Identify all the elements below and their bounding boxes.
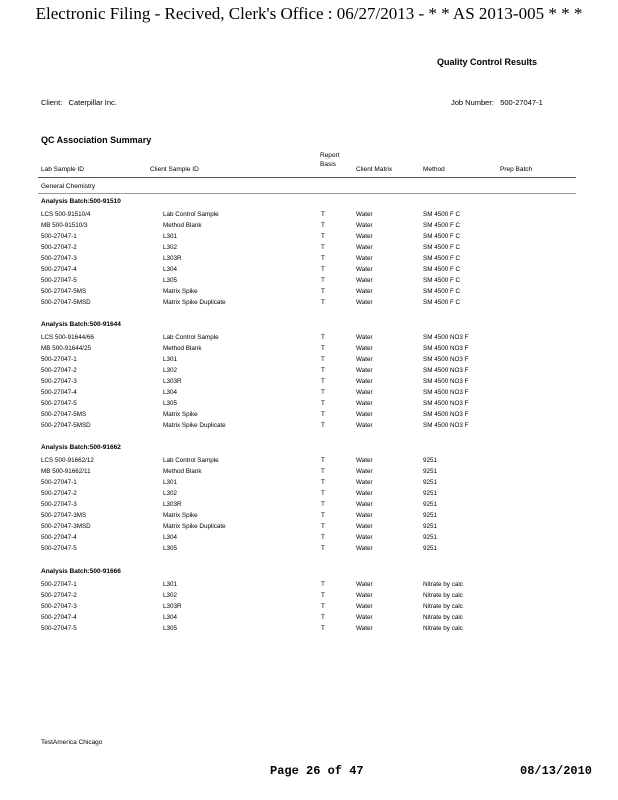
batch-title: Analysis Batch:500-91662 bbox=[41, 444, 121, 451]
cell-lab-sample-id: 500-27047-2 bbox=[41, 592, 77, 599]
cell-lab-sample-id: 500-27047-3 bbox=[41, 255, 77, 262]
cell-client-sample-id: Matrix Spike Duplicate bbox=[163, 422, 226, 429]
cell-client-matrix: Water bbox=[356, 592, 373, 599]
cell-client-sample-id: L304 bbox=[163, 266, 178, 273]
cell-client-matrix: Water bbox=[356, 614, 373, 621]
cell-client-matrix: Water bbox=[356, 411, 373, 418]
cell-report-basis: T bbox=[321, 400, 325, 407]
cell-report-basis: T bbox=[321, 603, 325, 610]
cell-report-basis: T bbox=[321, 512, 325, 519]
cell-method: 9251 bbox=[423, 490, 438, 497]
cell-client-matrix: Water bbox=[356, 534, 373, 541]
table-row bbox=[0, 343, 618, 354]
cell-report-basis: T bbox=[321, 534, 325, 541]
cell-client-matrix: Water bbox=[356, 299, 373, 306]
cell-lab-sample-id: 500-27047-2 bbox=[41, 490, 77, 497]
cell-lab-sample-id: 500-27047-5 bbox=[41, 545, 77, 552]
cell-client-sample-id: L302 bbox=[163, 490, 178, 497]
cell-report-basis: T bbox=[321, 288, 325, 295]
cell-lab-sample-id: 500-27047-5MSD bbox=[41, 299, 91, 306]
group-label: General Chemistry bbox=[41, 183, 96, 190]
cell-client-matrix: Water bbox=[356, 523, 373, 530]
client-value: Caterpillar Inc. bbox=[68, 98, 117, 107]
cell-client-sample-id: Matrix Spike Duplicate bbox=[163, 523, 226, 530]
cell-method: SM 4500 NO3 F bbox=[423, 367, 469, 374]
cell-lab-sample-id: 500-27047-4 bbox=[41, 534, 77, 541]
cell-client-matrix: Water bbox=[356, 266, 373, 273]
cell-report-basis: T bbox=[321, 592, 325, 599]
cell-report-basis: T bbox=[321, 367, 325, 374]
cell-method: SM 4500 NO3 F bbox=[423, 334, 469, 341]
cell-report-basis: T bbox=[321, 411, 325, 418]
cell-client-sample-id: L302 bbox=[163, 592, 178, 599]
cell-method: SM 4500 NO3 F bbox=[423, 400, 469, 407]
header-basis: Basis bbox=[320, 161, 336, 168]
cell-lab-sample-id: LCS 500-91510/4 bbox=[41, 211, 91, 218]
cell-client-sample-id: Method Blank bbox=[163, 345, 202, 352]
cell-client-matrix: Water bbox=[356, 603, 373, 610]
cell-client-matrix: Water bbox=[356, 625, 373, 632]
cell-lab-sample-id: 500-27047-1 bbox=[41, 581, 77, 588]
cell-report-basis: T bbox=[321, 255, 325, 262]
cell-lab-sample-id: 500-27047-5MS bbox=[41, 288, 87, 295]
cell-report-basis: T bbox=[321, 422, 325, 429]
cell-lab-sample-id: 500-27047-5MS bbox=[41, 411, 87, 418]
table-row bbox=[0, 264, 618, 275]
table-row bbox=[0, 220, 618, 231]
batch-title: Analysis Batch:500-91666 bbox=[41, 568, 121, 575]
cell-client-sample-id: L301 bbox=[163, 479, 178, 486]
cell-lab-sample-id: 500-27047-1 bbox=[41, 479, 77, 486]
cell-client-sample-id: Matrix Spike Duplicate bbox=[163, 299, 226, 306]
cell-client-sample-id: L303R bbox=[163, 255, 182, 262]
table-row bbox=[0, 420, 618, 431]
cell-client-matrix: Water bbox=[356, 581, 373, 588]
cell-client-sample-id: L303R bbox=[163, 603, 182, 610]
cell-client-matrix: Water bbox=[356, 222, 373, 229]
cell-report-basis: T bbox=[321, 356, 325, 363]
cell-method: Nitrate by calc bbox=[423, 614, 463, 621]
cell-report-basis: T bbox=[321, 233, 325, 240]
cell-method: SM 4500 NO3 F bbox=[423, 345, 469, 352]
batch-title: Analysis Batch:500-91644 bbox=[41, 321, 121, 328]
cell-lab-sample-id: 500-27047-5MSD bbox=[41, 422, 91, 429]
table-row bbox=[0, 365, 618, 376]
cell-method: SM 4500 NO3 F bbox=[423, 411, 469, 418]
client-label: Client: bbox=[41, 98, 63, 107]
cell-lab-sample-id: 500-27047-1 bbox=[41, 233, 77, 240]
cell-report-basis: T bbox=[321, 490, 325, 497]
table-row bbox=[0, 409, 618, 420]
header-prep-batch: Prep Batch bbox=[500, 166, 533, 173]
cell-method: 9251 bbox=[423, 457, 438, 464]
cell-client-matrix: Water bbox=[356, 277, 373, 284]
cell-lab-sample-id: 500-27047-2 bbox=[41, 367, 77, 374]
cell-method: SM 4500 NO3 F bbox=[423, 378, 469, 385]
cell-client-sample-id: Matrix Spike bbox=[163, 411, 198, 418]
table-row bbox=[0, 543, 618, 554]
job-label: Job Number: bbox=[451, 98, 494, 107]
cell-lab-sample-id: 500-27047-3 bbox=[41, 501, 77, 508]
cell-client-sample-id: Lab Control Sample bbox=[163, 334, 219, 341]
cell-method: SM 4500 NO3 F bbox=[423, 389, 469, 396]
header-divider bbox=[38, 177, 576, 178]
cell-lab-sample-id: 500-27047-3 bbox=[41, 378, 77, 385]
cell-lab-sample-id: 500-27047-3MS bbox=[41, 512, 87, 519]
table-row bbox=[0, 521, 618, 532]
table-row bbox=[0, 477, 618, 488]
table-row bbox=[0, 398, 618, 409]
cell-client-sample-id: Method Blank bbox=[163, 222, 202, 229]
table-row bbox=[0, 466, 618, 477]
cell-client-matrix: Water bbox=[356, 457, 373, 464]
cell-method: SM 4500 NO3 F bbox=[423, 356, 469, 363]
job-value: 500-27047-1 bbox=[500, 98, 543, 107]
cell-lab-sample-id: 500-27047-1 bbox=[41, 356, 77, 363]
table-row bbox=[0, 499, 618, 510]
cell-report-basis: T bbox=[321, 523, 325, 530]
cell-report-basis: T bbox=[321, 625, 325, 632]
cell-report-basis: T bbox=[321, 479, 325, 486]
table-row bbox=[0, 209, 618, 220]
table-row bbox=[0, 532, 618, 543]
cell-method: SM 4500 F C bbox=[423, 222, 461, 229]
table-row bbox=[0, 623, 618, 634]
cell-client-matrix: Water bbox=[356, 490, 373, 497]
filing-banner: Electronic Filing - Recived, Clerk's Office : 06/27/2013 - * * AS 2013-005 * * * bbox=[35, 4, 583, 23]
footer-lab-name: TestAmerica Chicago bbox=[41, 739, 103, 746]
cell-method: 9251 bbox=[423, 468, 438, 475]
cell-client-sample-id: Matrix Spike bbox=[163, 512, 198, 519]
cell-report-basis: T bbox=[321, 334, 325, 341]
cell-client-matrix: Water bbox=[356, 367, 373, 374]
table-header bbox=[0, 152, 618, 178]
cell-method: 9251 bbox=[423, 479, 438, 486]
cell-method: 9251 bbox=[423, 545, 438, 552]
cell-client-sample-id: L305 bbox=[163, 625, 178, 632]
cell-client-sample-id: L301 bbox=[163, 581, 178, 588]
cell-lab-sample-id: 500-27047-3 bbox=[41, 603, 77, 610]
cell-client-sample-id: L304 bbox=[163, 614, 178, 621]
cell-method: SM 4500 F C bbox=[423, 277, 461, 284]
cell-client-matrix: Water bbox=[356, 345, 373, 352]
header-method: Method bbox=[423, 166, 445, 173]
cell-report-basis: T bbox=[321, 266, 325, 273]
cell-lab-sample-id: MB 500-91510/3 bbox=[41, 222, 88, 229]
cell-client-matrix: Water bbox=[356, 288, 373, 295]
cell-report-basis: T bbox=[321, 545, 325, 552]
cell-method: SM 4500 F C bbox=[423, 244, 461, 251]
cell-lab-sample-id: 500-27047-5 bbox=[41, 277, 77, 284]
table-row bbox=[0, 376, 618, 387]
table-row bbox=[0, 601, 618, 612]
cell-lab-sample-id: 500-27047-5 bbox=[41, 400, 77, 407]
cell-method: 9251 bbox=[423, 512, 438, 519]
cell-report-basis: T bbox=[321, 244, 325, 251]
table-row bbox=[0, 242, 618, 253]
cell-method: 9251 bbox=[423, 534, 438, 541]
cell-lab-sample-id: 500-27047-3MSD bbox=[41, 523, 91, 530]
cell-client-matrix: Water bbox=[356, 255, 373, 262]
cell-lab-sample-id: 500-27047-5 bbox=[41, 625, 77, 632]
cell-client-matrix: Water bbox=[356, 545, 373, 552]
cell-method: Nitrate by calc bbox=[423, 603, 463, 610]
table-row bbox=[0, 354, 618, 365]
cell-lab-sample-id: 500-27047-2 bbox=[41, 244, 77, 251]
cell-method: SM 4500 F C bbox=[423, 266, 461, 273]
cell-client-sample-id: Lab Control Sample bbox=[163, 457, 219, 464]
table-row bbox=[0, 332, 618, 343]
table-row bbox=[0, 286, 618, 297]
cell-client-matrix: Water bbox=[356, 334, 373, 341]
cell-report-basis: T bbox=[321, 457, 325, 464]
cell-client-sample-id: L302 bbox=[163, 367, 178, 374]
cell-lab-sample-id: LCS 500-91644/66 bbox=[41, 334, 94, 341]
cell-method: SM 4500 F C bbox=[423, 233, 461, 240]
cell-client-matrix: Water bbox=[356, 356, 373, 363]
cell-client-matrix: Water bbox=[356, 422, 373, 429]
cell-client-sample-id: L303R bbox=[163, 501, 182, 508]
cell-client-matrix: Water bbox=[356, 468, 373, 475]
table-row bbox=[0, 488, 618, 499]
cell-client-sample-id: L305 bbox=[163, 545, 178, 552]
cell-client-sample-id: L303R bbox=[163, 378, 182, 385]
cell-report-basis: T bbox=[321, 299, 325, 306]
cell-client-sample-id: L304 bbox=[163, 534, 178, 541]
cell-lab-sample-id: MB 500-91662/11 bbox=[41, 468, 91, 475]
header-lab-sample-id: Lab Sample ID bbox=[41, 166, 84, 173]
cell-report-basis: T bbox=[321, 222, 325, 229]
cell-report-basis: T bbox=[321, 345, 325, 352]
cell-method: Nitrate by calc bbox=[423, 625, 463, 632]
cell-report-basis: T bbox=[321, 468, 325, 475]
batch-title: Analysis Batch:500-91510 bbox=[41, 198, 121, 205]
table-row bbox=[0, 590, 618, 601]
cell-client-sample-id: L301 bbox=[163, 233, 178, 240]
cell-client-sample-id: Lab Control Sample bbox=[163, 211, 219, 218]
group-divider bbox=[38, 193, 576, 194]
table-row bbox=[0, 612, 618, 623]
cell-client-matrix: Water bbox=[356, 479, 373, 486]
header-report: Report bbox=[320, 152, 340, 159]
cell-report-basis: T bbox=[321, 389, 325, 396]
report-title: Quality Control Results bbox=[437, 57, 538, 67]
cell-method: SM 4500 F C bbox=[423, 255, 461, 262]
cell-method: SM 4500 NO3 F bbox=[423, 422, 469, 429]
cell-report-basis: T bbox=[321, 501, 325, 508]
cell-client-sample-id: Matrix Spike bbox=[163, 288, 198, 295]
page-number: Page 26 of 47 bbox=[270, 764, 364, 778]
table-row bbox=[0, 275, 618, 286]
cell-lab-sample-id: MB 500-91644/25 bbox=[41, 345, 92, 352]
cell-method: 9251 bbox=[423, 501, 438, 508]
cell-client-matrix: Water bbox=[356, 378, 373, 385]
cell-client-matrix: Water bbox=[356, 211, 373, 218]
job-info bbox=[451, 98, 543, 107]
cell-report-basis: T bbox=[321, 277, 325, 284]
cell-lab-sample-id: LCS 500-91662/12 bbox=[41, 457, 94, 464]
table-row bbox=[0, 579, 618, 590]
cell-report-basis: T bbox=[321, 378, 325, 385]
cell-client-sample-id: L305 bbox=[163, 400, 178, 407]
cell-lab-sample-id: 500-27047-4 bbox=[41, 266, 77, 273]
header-client-sample-id: Client Sample ID bbox=[150, 166, 199, 173]
footer-date: 08/13/2010 bbox=[520, 764, 593, 778]
cell-method: SM 4500 F C bbox=[423, 299, 461, 306]
cell-report-basis: T bbox=[321, 614, 325, 621]
client-info bbox=[41, 98, 117, 107]
cell-method: SM 4500 F C bbox=[423, 288, 461, 295]
cell-client-sample-id: L304 bbox=[163, 389, 178, 396]
cell-lab-sample-id: 500-27047-4 bbox=[41, 614, 77, 621]
table-row bbox=[0, 510, 618, 521]
header-client-matrix: Client Matrix bbox=[356, 166, 393, 173]
table-row bbox=[0, 455, 618, 466]
table-row bbox=[0, 253, 618, 264]
cell-client-sample-id: L305 bbox=[163, 277, 178, 284]
cell-client-sample-id: L301 bbox=[163, 356, 178, 363]
cell-method: Nitrate by calc bbox=[423, 592, 463, 599]
cell-client-matrix: Water bbox=[356, 512, 373, 519]
cell-report-basis: T bbox=[321, 211, 325, 218]
cell-client-sample-id: L302 bbox=[163, 244, 178, 251]
table-row bbox=[0, 387, 618, 398]
cell-client-matrix: Water bbox=[356, 389, 373, 396]
cell-report-basis: T bbox=[321, 581, 325, 588]
cell-method: Nitrate by calc bbox=[423, 581, 463, 588]
cell-client-matrix: Water bbox=[356, 244, 373, 251]
cell-client-matrix: Water bbox=[356, 233, 373, 240]
cell-lab-sample-id: 500-27047-4 bbox=[41, 389, 77, 396]
cell-method: SM 4500 F C bbox=[423, 211, 461, 218]
cell-client-matrix: Water bbox=[356, 400, 373, 407]
section-title: QC Association Summary bbox=[41, 135, 152, 145]
table-row bbox=[0, 231, 618, 242]
cell-client-sample-id: Method Blank bbox=[163, 468, 202, 475]
cell-method: 9251 bbox=[423, 523, 438, 530]
cell-client-matrix: Water bbox=[356, 501, 373, 508]
table-row bbox=[0, 297, 618, 308]
